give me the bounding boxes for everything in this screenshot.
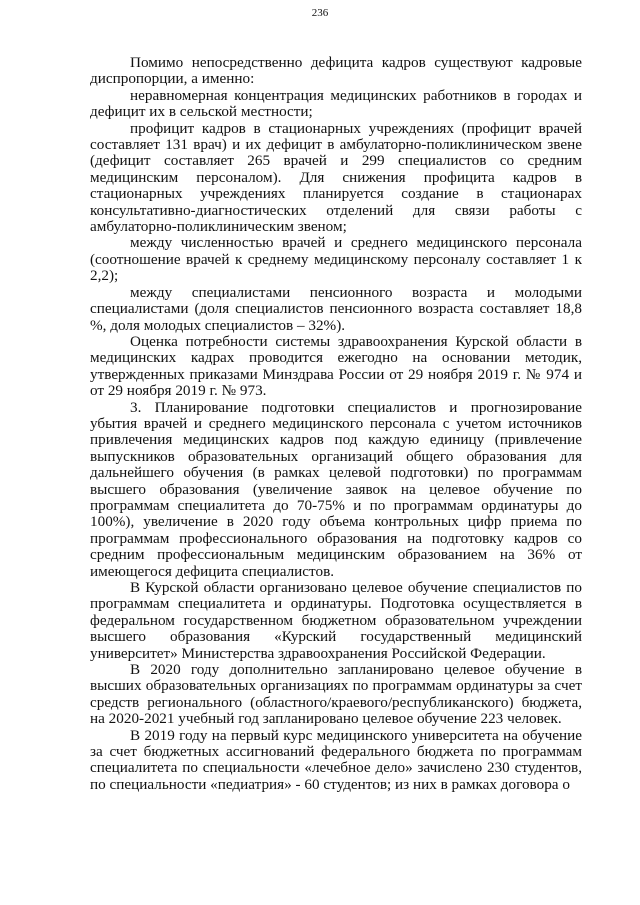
paragraph-urban-rural: неравномерная концентрация медицинских работников в городах и дефицит их в сельской местности; [90,86,582,121]
paragraph-targeted-training: В Курской области организовано целевое обучение специалистов по программам специалитета и ординатуры. Подготовка осуществляется в федеральном государственном бюджетном образовательном учреждении высшего образования «Курский государственный медицинский университет» Министерства здравоохранения Российской Федерации. [90,579,582,662]
paragraph-2020-residency: В 2020 году дополнительно запланировано целевое обучение в высших образовательных организациях по программам ординатуры за счет средств регионального (областного/краевого/республиканского) бюджета, на 2020-2021 учебный год запланировано целевое обучение 223 человек. [90,661,582,728]
paragraph-training-planning: 3. Планирование подготовки специалистов и прогнозирование убытия врачей и среднего медицинского персонала с учетом источников привлечения медицинских кадров под каждую единицу (привлечение выпускников образовательных организаций общего образования для дальнейшего обучения (в рамках целевой подготовки) по программам высшего образования (увеличение заявок на целевое обучение по программам специалитета до 70-75% и по программам ординатуры до 100%), увеличение в 2020 году объема контрольных цифр приема по программам профессионального образования на подготовку кадров со средним профессиональным медицинским образованием на 36% от имеющегося дефицита специалистов. [90,398,582,580]
page-number: 236 [311,7,329,19]
paragraph-2019-enrollment: В 2019 году на первый курс медицинского университета на обучение за счет бюджетных ассигнований федерального бюджета по программам специалитета по специальности «лечебное дело» зачислено 230 студентов, по специальности «педиатрия» - 60 студентов; из них в рамках договора о [90,726,582,793]
paragraph-intro: Помимо непосредственно дефицита кадров существуют кадровые диспропорции, а именно: [90,54,582,88]
document-body [90,55,582,793]
paragraph-needs-assessment: Оценка потребности системы здравоохранения Курской области в медицинских кадрах проводится ежегодно на основании методик, утвержденных приказами Минздрава России от 29 ноября 2019 г. № 974 и от 29 ноября 2019 г. № 973. [90,332,582,400]
paragraph-hospital-surplus: профицит кадров в стационарных учреждениях (профицит врачей составляет 131 врач) и их дефицит в амбулаторно-поликлиническом звене (дефицит составляет 265 врачей и 299 специалистов со средним медицинским персоналом). Для снижения профицита кадров в стационарных учреждениях планируется создание в стационарах консультативно-диагностических отделений для связи работы с амбулаторно-поликлиническим звеном; [90,119,582,236]
paragraph-age-structure: между специалистами пенсионного возраста и молодыми специалистами (доля специалистов пенсионного возраста составляет 18,8 %, доля молодых специалистов – 32%). [90,283,582,334]
paragraph-doctor-nurse-ratio: между численностью врачей и среднего медицинского персонала (соотношение врачей к среднему медицинскому персоналу составляет 1 к 2,2); [90,234,582,285]
